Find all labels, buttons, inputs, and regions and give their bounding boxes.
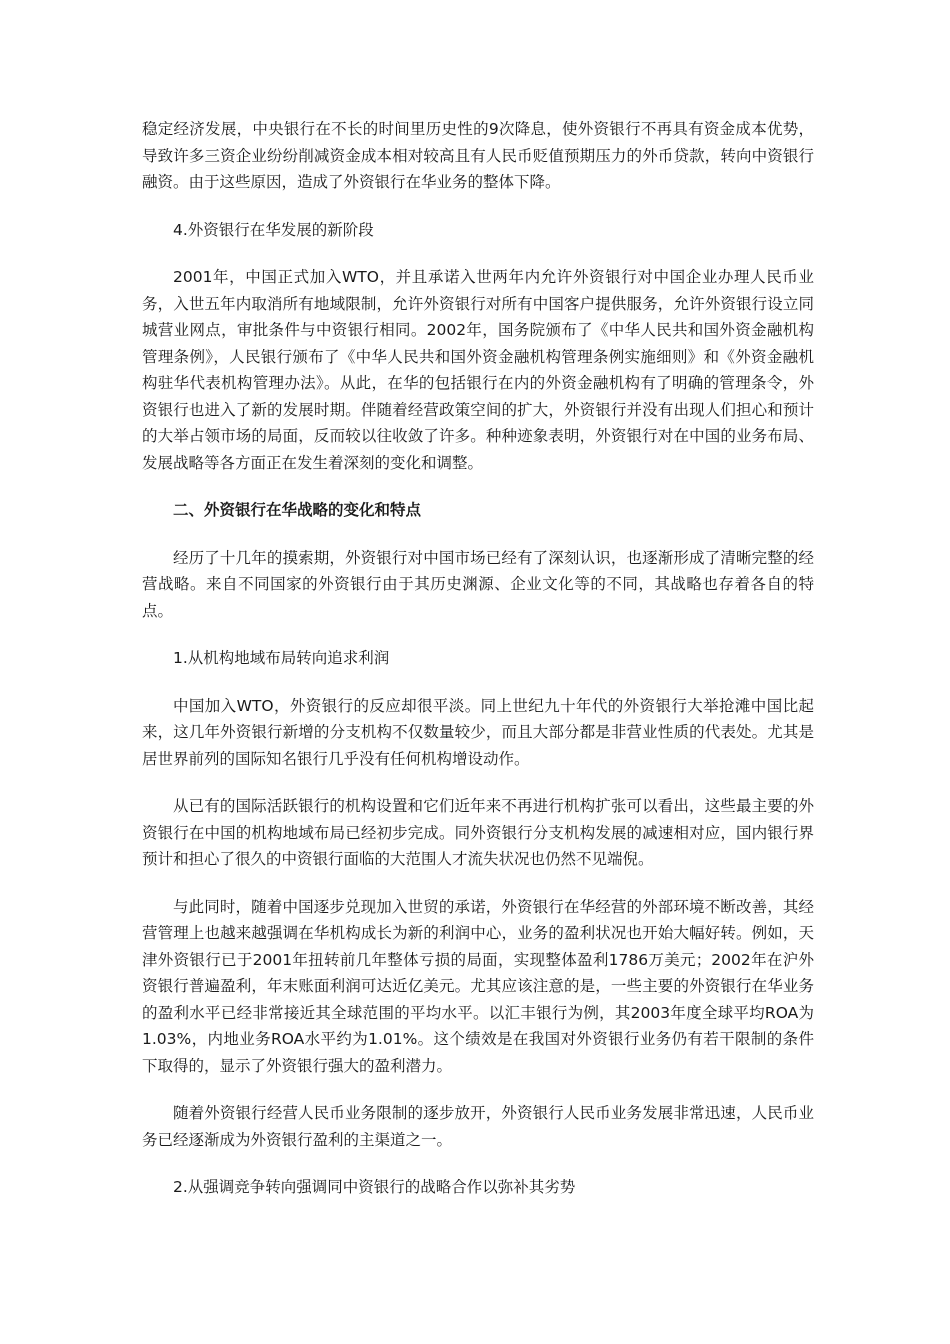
subheading-cooperation: 2.从强调竞争转向强调同中资银行的战略合作以弥补其劣势: [173, 1178, 576, 1196]
paragraph-rmb-business: 随着外资银行经营人民币业务限制的逐步放开，外资银行人民币业务发展非常迅速，人民币业务已经逐渐成为外资银行盈利的主渠道之一。: [142, 1104, 814, 1149]
subheading-new-stage: 4.外资银行在华发展的新阶段: [173, 220, 374, 239]
paragraph-wto-reaction: 中国加入WTO，外资银行的反应却很平淡。同上世纪九十年代的外资银行大举抢滩中国比起来，这几年外资银行新增的分支机构不仅数量较少，而且大部分都是非营业性质的代表处。尤其是居世界前列的国际知名银行几乎没有任何机构增设动作。: [142, 696, 814, 768]
subheading-profit: 1.从机构地域布局转向追求利润: [173, 649, 390, 667]
paragraph-rate-cuts: 稳定经济发展，中央银行在不长的时间里历史性的9次降息，使外资银行不再具有资金成本优势，导致许多三资企业纷纷削减资金成本相对较高且有人民币贬值预期压力的外币贷款，转向中资银行融资。由于这些原因，造成了外资银行在华业务的整体下降。: [142, 120, 814, 191]
section-heading-strategy: 二、外资银行在华战略的变化和特点: [173, 501, 422, 519]
paragraph-wto-2001: 2001年，中国正式加入WTO，并且承诺入世两年内允许外资银行对中国企业办理人民币业务，入世五年内取消所有地域限制，允许外资银行对所有中国客户提供服务，允许外资银行设立同城营业网点，审批条件与中资银行相同。2002年，国务院颁布了《中华人民共和国外资金融机构管理条例》，人民银行颁布了《中华人民共和国外资金融机构管理条例实施细则》和《外资金融机构驻华代表机构管理办法》。从此，在华的包括银行在内的外资金融机构有了明确的管理条令，外资银行也进入了新的发展时期。伴随着经营政策空间的扩大，外资银行并没有出现人们担心和预计的大举占领市场的局面，反而较以往收敛了许多。种种迹象表明，外资银行对在中国的业务布局、发展战略等各方面正在发生着深刻的变化和调整。: [142, 268, 814, 472]
paragraph-exploration: 经历了十几年的摸索期，外资银行对中国市场已经有了深刻认识，也逐渐形成了清晰完整的经营战略。来自不同国家的外资银行由于其历史渊源、企业文化等的不同，其战略也存着各自的特点。: [142, 548, 814, 620]
paragraph-layout-complete: 从已有的国际活跃银行的机构设置和它们近年来不再进行机构扩张可以看出，这些最主要的外资银行在中国的机构地域布局已经初步完成。同外资银行分支机构发展的减速相对应，国内银行界预计和担心了很久的中资银行面临的大范围人才流失状况也仍然不见端倪。: [142, 797, 814, 868]
document-page: [142, 116, 814, 1201]
paragraph-profitability: 与此同时，随着中国逐步兑现加入世贸的承诺，外资银行在华经营的外部环境不断改善，其经营管理上也越来越强调在华机构成长为新的利润中心，业务的盈利状况也开始大幅好转。例如，天津外资银行已于2001年扭转前几年整体亏损的局面，实现整体盈利1786万美元；2002年在沪外资银行普遍盈利，年末账面利润可达近亿美元。尤其应该注意的是，一些主要的外资银行在华业务的盈利水平已经非常接近其全球范围的平均水平。以汇丰银行为例，其2003年度全球平均ROA为1.03%，内地业务ROA水平约为1.01%。这个绩效是在我国对外资银行业务仍有若干限制的条件下取得的，显示了外资银行强大的盈利潜力。: [142, 897, 814, 1075]
